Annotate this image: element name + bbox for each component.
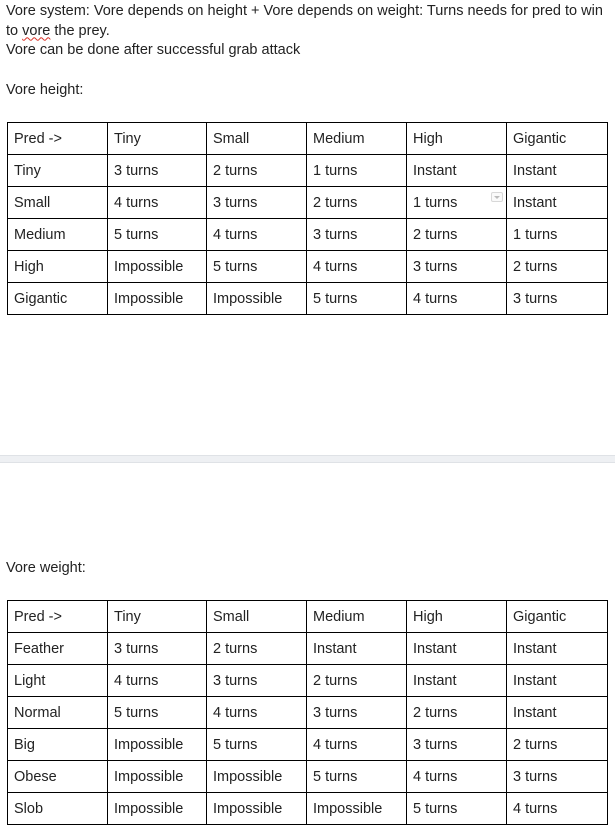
weight-cell[interactable]: 3 turns [307, 697, 407, 729]
height-table-heading[interactable]: Vore height: [6, 82, 84, 98]
weight-table-row [8, 697, 608, 729]
weight-row-label[interactable]: Normal [8, 697, 108, 729]
height-row-label[interactable]: High [8, 251, 108, 283]
height-cell[interactable]: 2 turns [507, 251, 608, 283]
height-cell[interactable]: 4 turns [108, 187, 207, 219]
height-cell[interactable]: 3 turns [207, 187, 307, 219]
weight-table-heading[interactable]: Vore weight: [6, 560, 86, 576]
weight-cell[interactable]: Impossible [108, 729, 207, 761]
weight-cell[interactable]: 2 turns [407, 697, 507, 729]
weight-header-cell[interactable]: Medium [307, 601, 407, 633]
weight-header-cell[interactable]: Tiny [108, 601, 207, 633]
weight-cell[interactable]: 4 turns [307, 729, 407, 761]
weight-header-cell[interactable]: Pred -> [8, 601, 108, 633]
height-cell[interactable]: 3 turns [307, 219, 407, 251]
spelling-error-word[interactable]: vore [22, 22, 51, 39]
weight-row-label[interactable]: Light [8, 665, 108, 697]
weight-cell[interactable]: Impossible [108, 793, 207, 825]
height-cell[interactable]: 2 turns [307, 187, 407, 219]
weight-cell[interactable]: 5 turns [108, 697, 207, 729]
height-table-row [8, 187, 608, 219]
intro-text[interactable] [6, 2, 606, 61]
height-table-header-row [8, 123, 608, 155]
height-table[interactable] [7, 122, 608, 315]
height-cell-text: 1 turns [413, 194, 458, 211]
weight-cell[interactable]: Instant [407, 665, 507, 697]
height-cell[interactable]: 1 turns [307, 155, 407, 187]
height-cell[interactable]: 4 turns [407, 283, 507, 315]
weight-cell[interactable]: Instant [507, 697, 608, 729]
weight-cell[interactable]: 2 turns [507, 729, 608, 761]
weight-cell[interactable]: Impossible [307, 793, 407, 825]
height-row-label[interactable]: Gigantic [8, 283, 108, 315]
height-cell[interactable]: 3 turns [407, 251, 507, 283]
weight-cell[interactable]: 5 turns [207, 729, 307, 761]
height-cell[interactable]: Impossible [108, 251, 207, 283]
weight-cell[interactable]: 5 turns [407, 793, 507, 825]
weight-cell[interactable]: Impossible [207, 761, 307, 793]
intro-line-1-start: Vore system: Vore depends on height + Vore depends on weight: Turns needs for pred to win to [6, 3, 603, 39]
weight-header-cell[interactable]: Small [207, 601, 307, 633]
weight-cell[interactable]: Impossible [207, 793, 307, 825]
height-cell[interactable]: 1 turns [507, 219, 608, 251]
height-header-cell[interactable]: Medium [307, 123, 407, 155]
document-page-2 [0, 463, 615, 834]
height-table-row [8, 155, 608, 187]
weight-table-header-row [8, 601, 608, 633]
weight-cell[interactable]: 3 turns [407, 729, 507, 761]
weight-cell[interactable]: Impossible [108, 761, 207, 793]
height-row-label[interactable]: Small [8, 187, 108, 219]
weight-row-label[interactable]: Obese [8, 761, 108, 793]
height-cell[interactable]: 4 turns [307, 251, 407, 283]
weight-cell[interactable]: 2 turns [307, 665, 407, 697]
height-header-cell[interactable]: Gigantic [507, 123, 608, 155]
height-cell[interactable]: Impossible [108, 283, 207, 315]
height-cell[interactable]: Instant [407, 155, 507, 187]
weight-header-cell[interactable]: Gigantic [507, 601, 608, 633]
page-break [0, 455, 615, 463]
weight-cell[interactable]: 4 turns [507, 793, 608, 825]
height-header-cell[interactable]: Small [207, 123, 307, 155]
height-header-cell[interactable]: High [407, 123, 507, 155]
height-cell[interactable]: 5 turns [108, 219, 207, 251]
weight-cell[interactable]: 4 turns [108, 665, 207, 697]
weight-header-cell[interactable]: High [407, 601, 507, 633]
intro-line-1-end: the prey. [50, 22, 110, 39]
weight-table-row [8, 729, 608, 761]
weight-cell[interactable]: 5 turns [307, 761, 407, 793]
weight-cell[interactable]: 4 turns [407, 761, 507, 793]
height-cell[interactable]: 5 turns [207, 251, 307, 283]
height-cell[interactable]: 5 turns [307, 283, 407, 315]
weight-table-row [8, 665, 608, 697]
height-cell[interactable]: Instant [507, 187, 608, 219]
height-table-row [8, 283, 608, 315]
intro-line-1[interactable] [6, 2, 606, 41]
weight-row-label[interactable]: Slob [8, 793, 108, 825]
weight-table-row [8, 793, 608, 825]
weight-cell[interactable]: 4 turns [207, 697, 307, 729]
weight-row-label[interactable]: Feather [8, 633, 108, 665]
height-table-row [8, 219, 608, 251]
height-cell-selected[interactable] [407, 187, 507, 219]
weight-cell[interactable]: 3 turns [108, 633, 207, 665]
weight-table-row [8, 761, 608, 793]
height-cell[interactable]: 2 turns [407, 219, 507, 251]
weight-cell[interactable]: Instant [507, 633, 608, 665]
weight-cell[interactable]: 3 turns [507, 761, 608, 793]
height-cell[interactable]: Instant [507, 155, 608, 187]
weight-cell[interactable]: Instant [407, 633, 507, 665]
intro-line-2[interactable]: Vore can be done after successful grab attack [6, 42, 301, 58]
weight-cell[interactable]: 3 turns [207, 665, 307, 697]
height-row-label[interactable]: Medium [8, 219, 108, 251]
cell-dropdown-icon[interactable] [491, 192, 503, 202]
height-cell[interactable]: 2 turns [207, 155, 307, 187]
weight-table[interactable] [7, 600, 608, 825]
height-cell[interactable]: 3 turns [108, 155, 207, 187]
weight-cell[interactable]: Instant [507, 665, 608, 697]
height-table-row [8, 251, 608, 283]
height-cell[interactable]: Impossible [207, 283, 307, 315]
height-cell[interactable]: 4 turns [207, 219, 307, 251]
weight-cell[interactable]: 2 turns [207, 633, 307, 665]
height-row-label[interactable]: Tiny [8, 155, 108, 187]
weight-row-label[interactable]: Big [8, 729, 108, 761]
height-header-cell[interactable]: Pred -> [8, 123, 108, 155]
height-cell[interactable]: 3 turns [507, 283, 608, 315]
weight-cell[interactable]: Instant [307, 633, 407, 665]
weight-table-row [8, 633, 608, 665]
height-header-cell[interactable]: Tiny [108, 123, 207, 155]
